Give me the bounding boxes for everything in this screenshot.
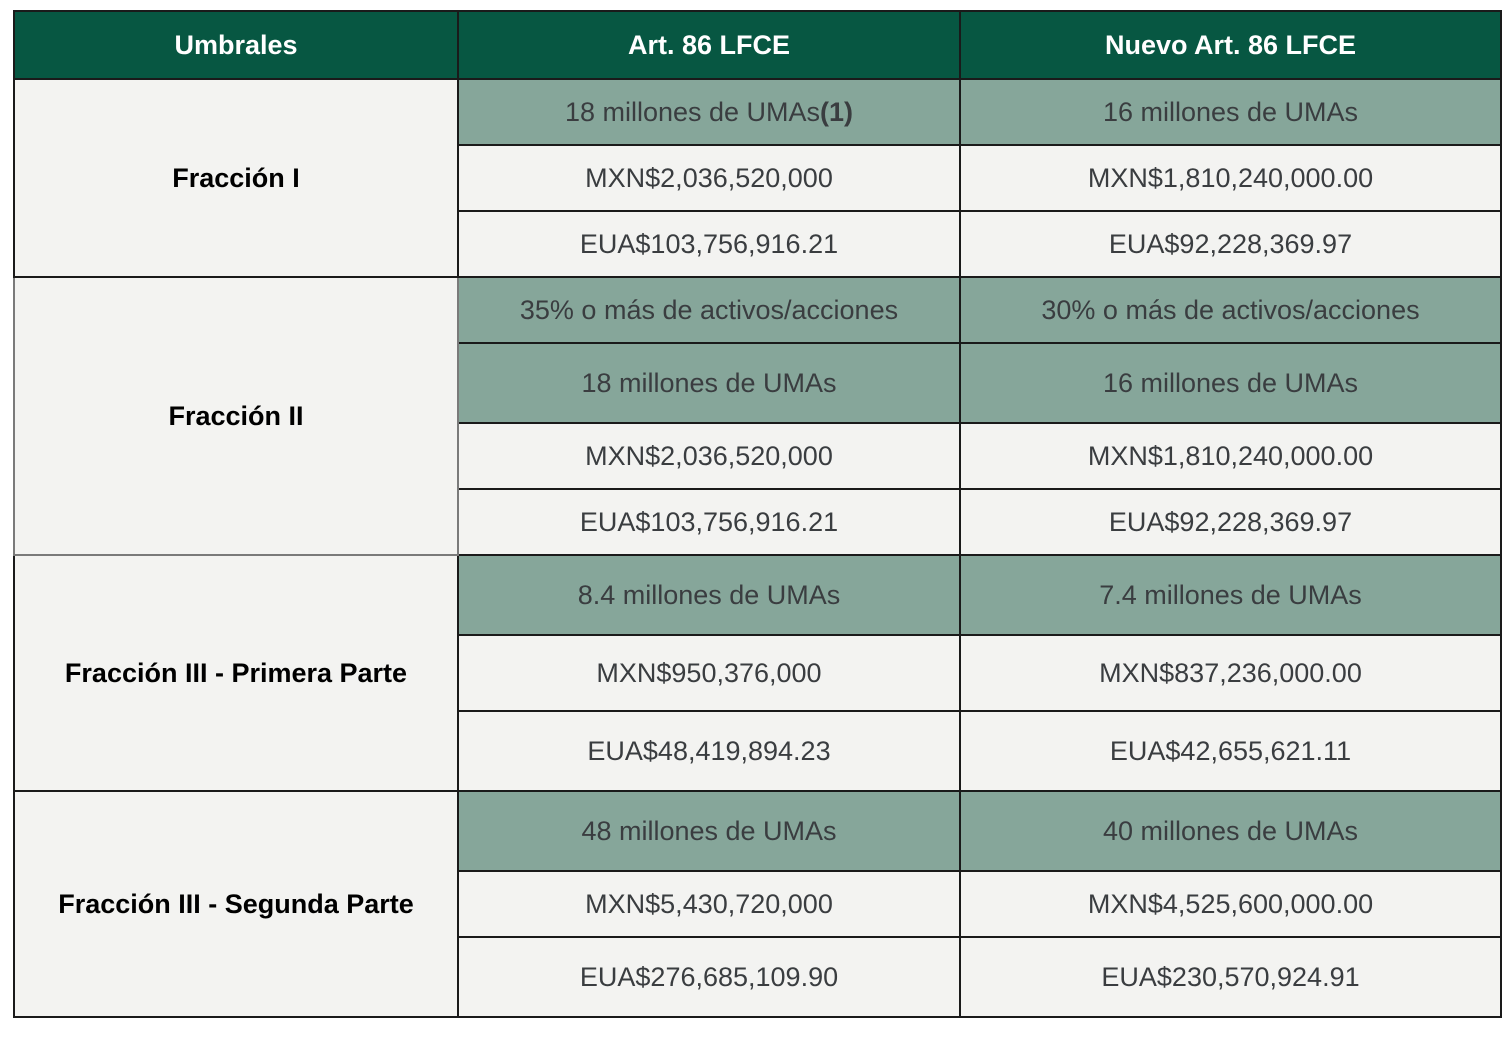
cell-old	[458, 79, 960, 145]
table-row	[14, 79, 1501, 145]
cell-new: MXN$1,810,240,000.00	[960, 145, 1501, 211]
cell-new: MXN$837,236,000.00	[960, 635, 1501, 711]
row-label-fraccion-3-segunda: Fracción III - Segunda Parte	[14, 791, 458, 1017]
cell-old: MXN$2,036,520,000	[458, 423, 960, 489]
cell-old: EUA$103,756,916.21	[458, 211, 960, 277]
table-row	[14, 791, 1501, 871]
cell-new: 16 millones de UMAs	[960, 343, 1501, 423]
cell-new: EUA$92,228,369.97	[960, 211, 1501, 277]
cell-old: 48 millones de UMAs	[458, 791, 960, 871]
cell-new: EUA$92,228,369.97	[960, 489, 1501, 555]
cell-new: 30% o más de activos/acciones	[960, 277, 1501, 343]
row-label-fraccion-3-primera: Fracción III - Primera Parte	[14, 555, 458, 791]
cell-new: EUA$42,655,621.11	[960, 711, 1501, 791]
cell-new: EUA$230,570,924.91	[960, 937, 1501, 1017]
cell-old: EUA$276,685,109.90	[458, 937, 960, 1017]
row-label-fraccion-2: Fracción II	[14, 277, 458, 555]
thresholds-table	[13, 10, 1502, 1018]
header-umbrales: Umbrales	[14, 11, 458, 79]
cell-new: 7.4 millones de UMAs	[960, 555, 1501, 635]
cell-old: MXN$950,376,000	[458, 635, 960, 711]
thresholds-table-container	[13, 10, 1500, 1018]
cell-new: MXN$1,810,240,000.00	[960, 423, 1501, 489]
cell-old-text: 18 millones de UMAs	[564, 96, 821, 127]
row-label-fraccion-1: Fracción I	[14, 79, 458, 277]
table-row	[14, 555, 1501, 635]
cell-old: EUA$103,756,916.21	[458, 489, 960, 555]
header-row	[14, 11, 1501, 79]
cell-new: 40 millones de UMAs	[960, 791, 1501, 871]
header-art86: Art. 86 LFCE	[458, 11, 960, 79]
table-row	[14, 277, 1501, 343]
cell-old: MXN$2,036,520,000	[458, 145, 960, 211]
cell-old: EUA$48,419,894.23	[458, 711, 960, 791]
cell-new: 16 millones de UMAs	[960, 79, 1501, 145]
cell-old: 18 millones de UMAs	[458, 343, 960, 423]
header-nuevo-art86: Nuevo Art. 86 LFCE	[960, 11, 1501, 79]
cell-old: 8.4 millones de UMAs	[458, 555, 960, 635]
cell-new: MXN$4,525,600,000.00	[960, 871, 1501, 937]
cell-old: MXN$5,430,720,000	[458, 871, 960, 937]
cell-old: 35% o más de activos/acciones	[458, 277, 960, 343]
footnote-marker: (1)	[820, 96, 854, 127]
